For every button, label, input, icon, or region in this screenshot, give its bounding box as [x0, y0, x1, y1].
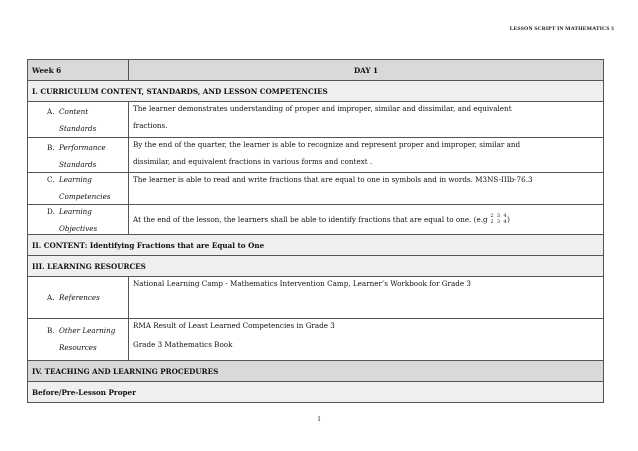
- performance-standards-row: [28, 138, 604, 173]
- section-3-heading: III. LEARNING RESOURCES: [28, 256, 604, 277]
- section-4-row: [28, 361, 604, 382]
- day-cell: DAY 1: [129, 60, 604, 81]
- section-4-heading: IV. TEACHING AND LEARNING PROCEDURES: [28, 361, 604, 382]
- document-header: LESSON SCRIPT IN MATHEMATICS 3: [509, 26, 614, 32]
- references-text: National Learning Camp - Mathematics Intervention Camp, Learner’s Workbook for Grade 3: [129, 277, 604, 319]
- week-row: [28, 60, 604, 81]
- section-1-heading: I. CURRICULUM CONTENT, STANDARDS, AND LESSON COMPETENCIES: [28, 81, 604, 102]
- item-letter: A.: [47, 107, 55, 116]
- page-number: 1: [317, 415, 321, 423]
- week-cell: Week 6: [28, 60, 129, 81]
- performance-standards-label: B. Performance Standards: [28, 138, 129, 173]
- content-standards-row: [28, 102, 604, 138]
- section-3-row: [28, 256, 604, 277]
- learning-competencies-label: C. Learning Competencies: [28, 173, 129, 205]
- content-standards-label: A. Content Standards: [28, 102, 129, 138]
- references-row: [28, 277, 604, 319]
- learning-objectives-row: [28, 205, 604, 235]
- fraction-example: 2 2: [490, 213, 494, 225]
- before-lesson-heading: Before/Pre-Lesson Proper: [28, 382, 604, 403]
- references-label: A. References: [28, 277, 129, 319]
- learning-objectives-label: D. Learning Objectives: [28, 205, 129, 235]
- other-resources-label: B. Other Learning Resources: [28, 319, 129, 361]
- learning-objectives-text: At the end of the lesson, the learners shall be able to identify fractions that are equal to one. (e.g 2 2 3 3 4 4 ): [129, 205, 604, 235]
- performance-standards-text: By the end of the quarter, the learner is able to recognize and represent proper and improper, similar and dissimilar, and equivalent fractions in various forms and context .: [129, 138, 604, 173]
- other-resources-text: RMA Result of Least Learned Competencies in Grade 3 Grade 3 Mathematics Book: [129, 319, 604, 361]
- other-resources-row: [28, 319, 604, 361]
- section-2-row: [28, 235, 604, 256]
- section-1-row: [28, 81, 604, 102]
- fraction-example: 4 4: [503, 213, 507, 225]
- learning-competencies-row: [28, 173, 604, 205]
- lesson-table: [27, 59, 604, 403]
- fraction-example: 3 3: [496, 213, 501, 225]
- content-standards-text: The learner demonstrates understanding of proper and improper, similar and dissimilar, and equivalent fractions.: [129, 102, 604, 138]
- before-lesson-row: [28, 382, 604, 403]
- section-2-heading: II. CONTENT: Identifying Fractions that are Equal to One: [28, 235, 604, 256]
- learning-competencies-text: The learner is able to read and write fractions that are equal to one in symbols and in words. M3NS-IIIb-76.3: [129, 173, 604, 205]
